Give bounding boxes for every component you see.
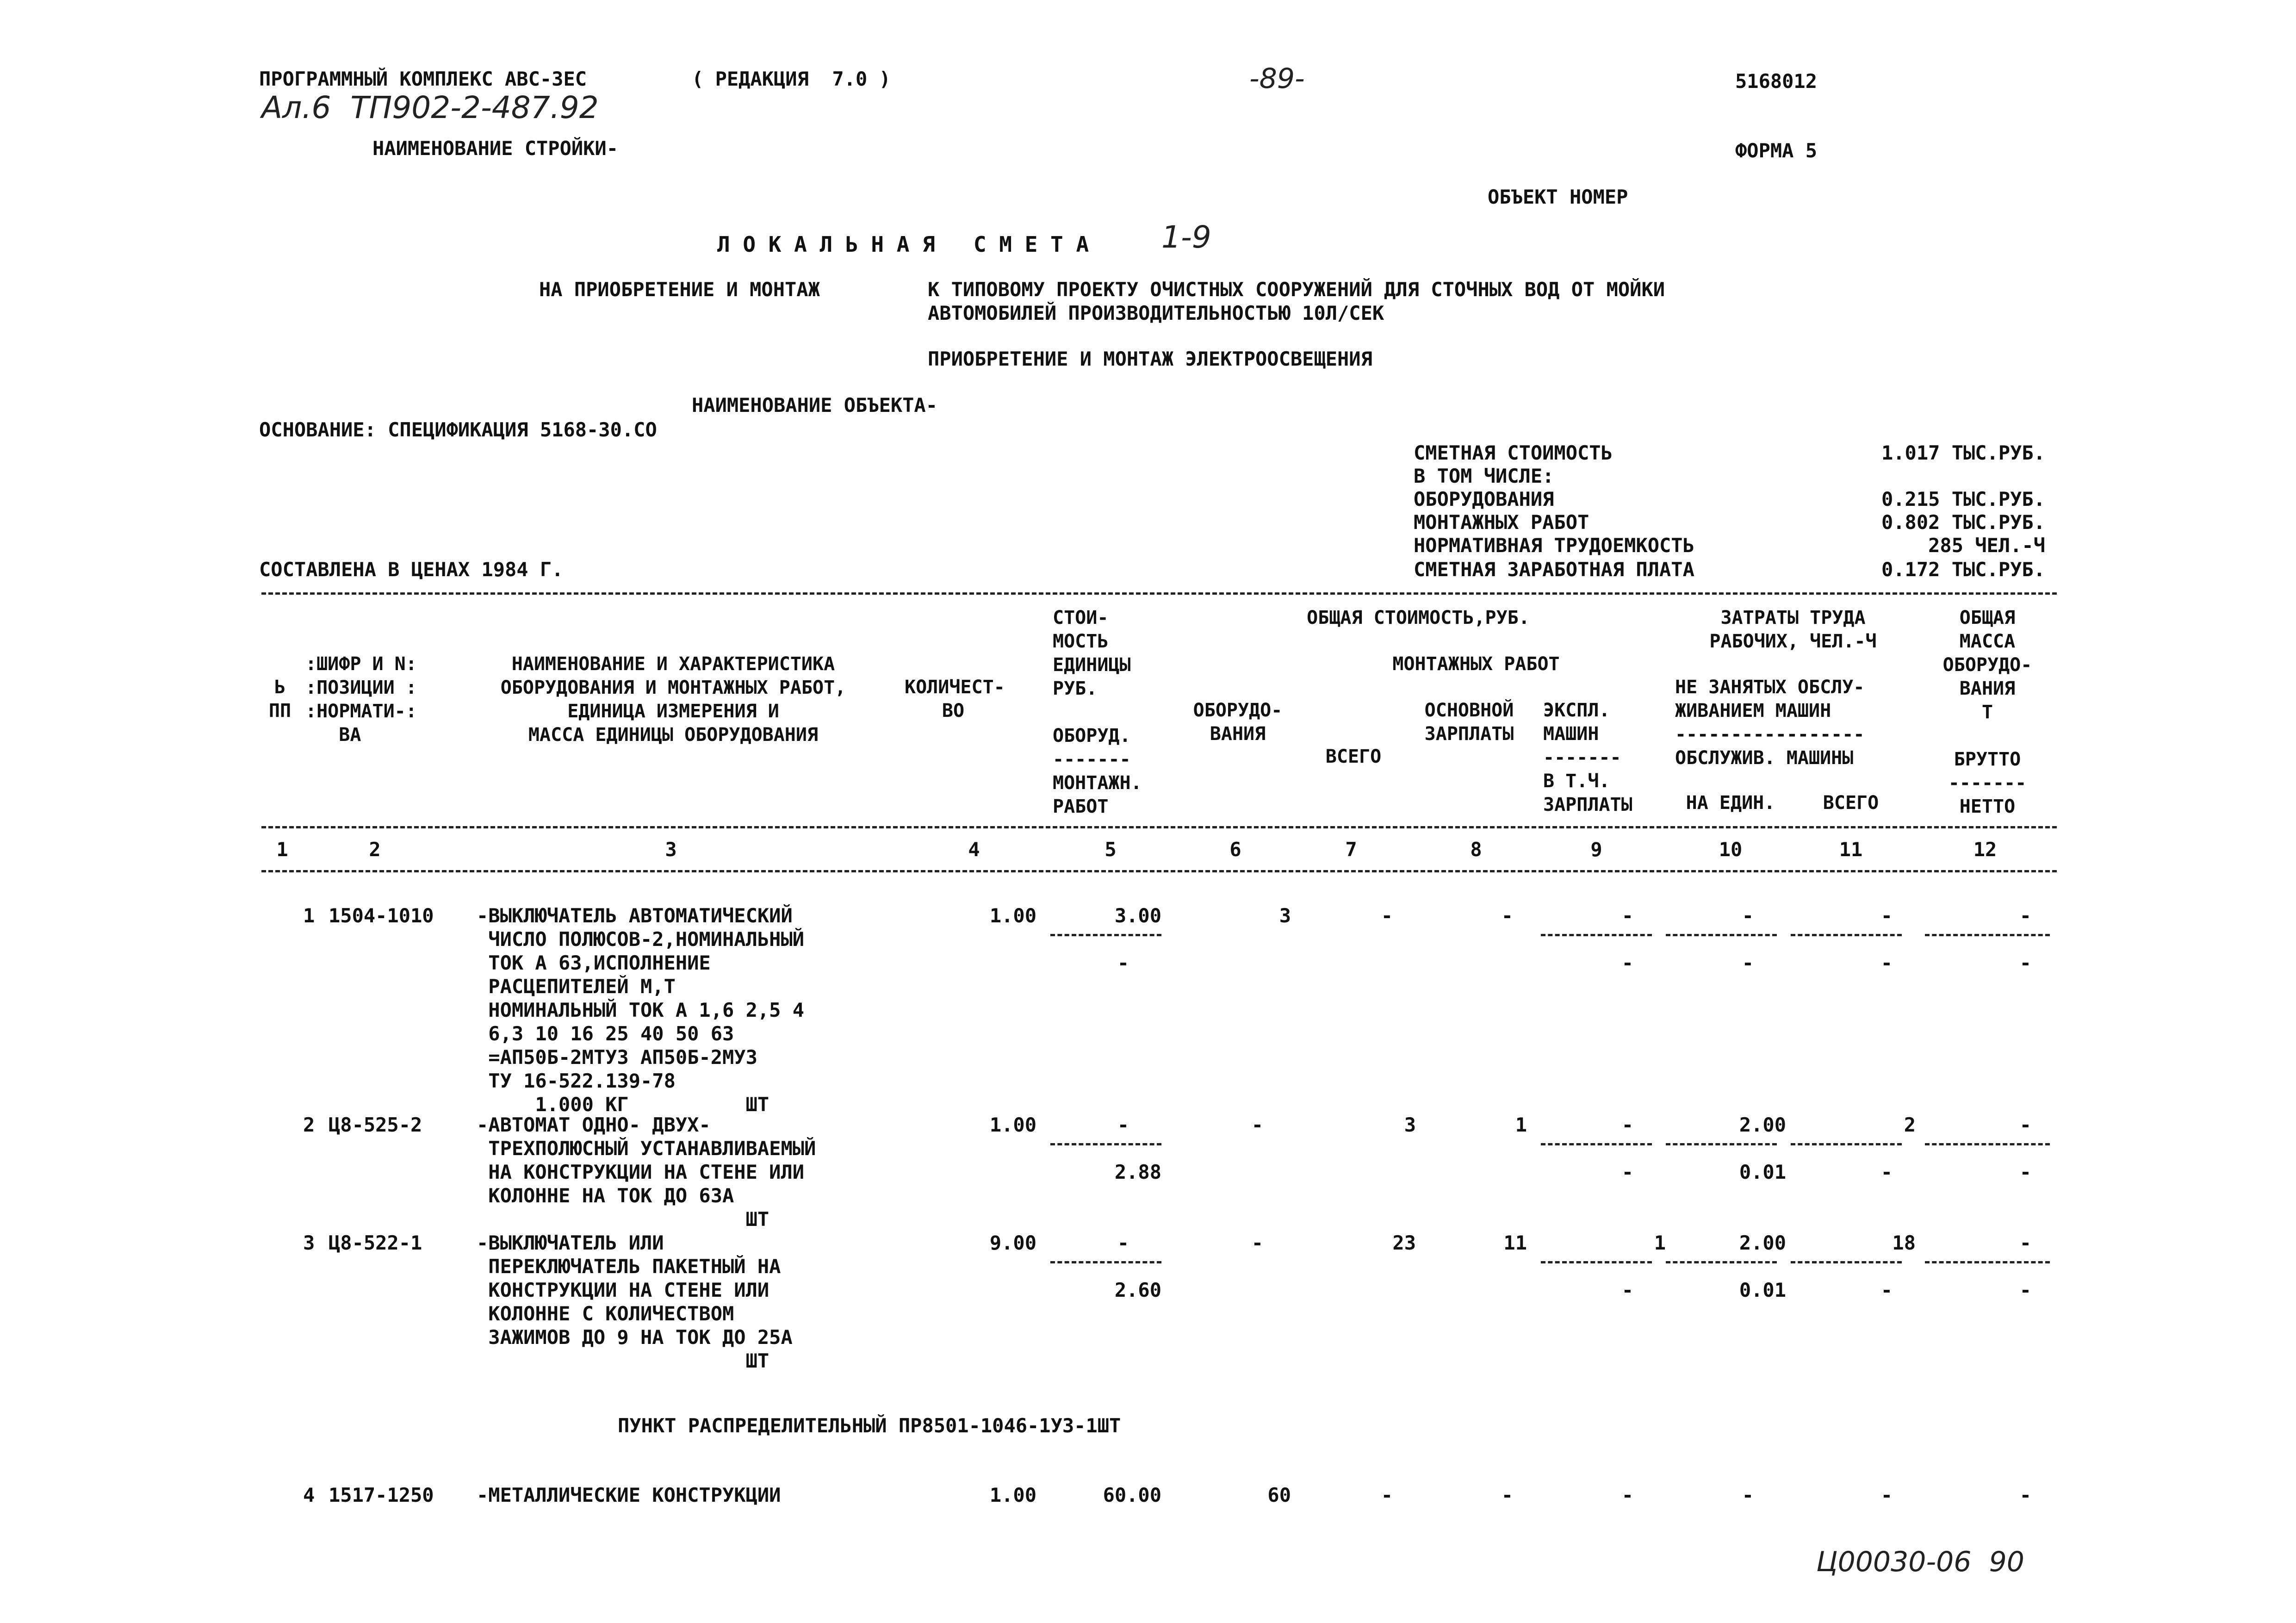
handwritten-reference: Ал.6 ТП902-2-487.92 (261, 90, 599, 125)
row-machine-cost: - (1621, 904, 1633, 927)
edition-label: ( РЕДАКЦИЯ 7.0 ) (692, 68, 891, 90)
column-number: 8 (1470, 838, 1482, 861)
row-labor-total: - (1880, 1484, 1893, 1506)
row-labor-per-unit: 2.00 (1739, 1113, 1786, 1136)
row-machine-labor-per-unit: - (1742, 951, 1754, 974)
row-base-salary: 11 (1503, 1231, 1527, 1254)
object-name-label: НАИМЕНОВАНИЕ ОБЪЕКТА- (692, 394, 938, 417)
summary-value: 0.215 ТЫС.РУБ. (1881, 488, 2045, 510)
row-quantity: 1.00 (989, 1113, 1036, 1136)
row-labor-total: 18 (1892, 1231, 1916, 1254)
column-number: 11 (1839, 838, 1863, 861)
column-number: 9 (1590, 838, 1602, 861)
row-machine-labor-per-unit: 0.01 (1739, 1161, 1786, 1183)
header-code: :ШИФР И N: :ПОЗИЦИИ : :НОРМАТИ-: ВА (305, 653, 417, 746)
row-base-salary: - (1501, 904, 1513, 927)
column-number: 12 (1973, 838, 1997, 861)
summary-value: 1.017 ТЫС.РУБ. (1881, 442, 2045, 464)
summary-label: В ТОМ ЧИСЛЕ: (1414, 465, 1554, 487)
summary-label: СМЕТНАЯ СТОИМОСТЬ (1414, 442, 1613, 464)
header-equipment-cost: ОБОРУДО- ВАНИЯ (1193, 700, 1283, 745)
construction-name-label: НАИМЕНОВАНИЕ СТРОЙКИ- (372, 137, 619, 160)
row-machine-salary: - (1621, 1279, 1633, 1301)
column-numbers-rule (261, 870, 2057, 872)
row-machine-labor-total: - (1880, 951, 1893, 974)
column-number: 3 (665, 838, 677, 861)
header-description: НАИМЕНОВАНИЕ И ХАРАКТЕРИСТИКА ОБОРУДОВАНИЯ И МОНТАЖНЫХ РАБОТ, ЕДИНИЦА ИЗМЕРЕНИЯ И МАССА ЕДИНИЦЫ ОБОРУДОВАНИЯ (500, 653, 846, 746)
column-number: 10 (1719, 838, 1743, 861)
column-number: 5 (1105, 838, 1117, 861)
row-quantity: 1.00 (989, 904, 1036, 927)
column-number: 1 (276, 838, 288, 861)
purpose-label: НА ПРИОБРЕТЕНИЕ И МОНТАЖ (539, 278, 820, 301)
header-labor-subgroup: НЕ ЗАНЯТЫХ ОБСЛУ- ЖИВАНИЕМ МАШИН ----------------- ОБСЛУЖИВ. МАШИНЫ (1675, 677, 1865, 769)
header-labor-group: ЗАТРАТЫ ТРУДА РАБОЧИХ, ЧЕЛ.-Ч (1709, 607, 1877, 652)
header-bottom-rule (261, 826, 2057, 828)
cell-divider (1791, 1143, 1902, 1145)
cell-divider (1791, 1261, 1902, 1263)
header-base-salary: ОСНОВНОЙ ЗАРПЛАТЫ (1424, 700, 1514, 745)
cell-divider (1666, 1261, 1777, 1263)
subject-line: ПРИОБРЕТЕНИЕ И МОНТАЖ ЭЛЕКТРООСВЕЩЕНИЯ (928, 348, 1372, 370)
row-labor-per-unit: 2.00 (1739, 1231, 1786, 1254)
cell-divider (1925, 934, 2050, 936)
row-quantity: 9.00 (989, 1231, 1036, 1254)
row-mass-gross: - (2019, 1231, 2031, 1254)
header-per-unit: НА ЕДИН. (1686, 792, 1775, 814)
object-number-label: ОБЪЕКТ НОМЕР (1488, 186, 1628, 208)
row-code: Ц8-522-1 (329, 1231, 422, 1254)
row-equipment-cost: 3 (1279, 904, 1291, 927)
summary-value: 0.802 ТЫС.РУБ. (1881, 511, 2045, 534)
handwritten-estimate-number: 1-9 (1161, 219, 1211, 255)
cell-divider (1666, 934, 1777, 936)
document-title: Л О К А Л Ь Н А Я С М Е Т А (717, 232, 1089, 257)
header-quantity: КОЛИЧЕСТ- ВО (905, 677, 1005, 721)
row-mass-gross: - (2019, 904, 2031, 927)
row-machine-labor-total: - (1880, 1279, 1893, 1301)
handwritten-footer-code: Ц00030-06 90 (1816, 1546, 2024, 1578)
row-description: -ВЫКЛЮЧАТЕЛЬ АВТОМАТИЧЕСКИЙ ЧИСЛО ПОЛЮСОВ-2,НОМИНАЛЬНЫЙ ТОК А 63,ИСПОЛНЕНИЕ РАСЦЕПИТЕЛЕЙ М,Т НОМИНАЛЬНЫЙ ТОК А 1,6 2,5 4 6,3 10 16 25 40 50 63 =АП50Б-2МТУ3 АП50Б-2МУ3 ТУ 16-522.139-78 1.000 КГ ШТ (477, 904, 805, 1116)
row-unit-equipment-cost: - (1117, 1231, 1129, 1254)
prices-line: СОСТАВЛЕНА В ЦЕНАХ 1984 Г. (259, 558, 564, 581)
header-mass: ОБЩАЯ МАССА ОБОРУДО- ВАНИЯ Т БРУТТО ------- НЕТТО (1942, 607, 2032, 817)
row-number: 1 (303, 904, 315, 927)
section-title: ПУНКТ РАСПРЕДЕЛИТЕЛЬНЫЙ ПР8501-1046-1У3-1ШТ (618, 1414, 1121, 1437)
summary-label: НОРМАТИВНАЯ ТРУДОЕМКОСТЬ (1414, 534, 1694, 557)
row-base-salary: - (1501, 1484, 1513, 1506)
row-description: -АВТОМАТ ОДНО- ДВУХ- ТРЕХПОЛЮСНЫЙ УСТАНАВЛИВАЕМЫЙ НА КОНСТРУКЦИИ НА СТЕНЕ ИЛИ КОЛОННЕ НА ТОК ДО 63А ШТ (477, 1113, 816, 1231)
header-total: ВСЕГО (1325, 746, 1382, 767)
row-number: 2 (303, 1113, 315, 1136)
row-total: 3 (1404, 1113, 1416, 1136)
row-mass-gross: - (2019, 1113, 2031, 1136)
row-total: - (1381, 1484, 1393, 1506)
row-unit-mounting-cost: 2.88 (1114, 1161, 1161, 1183)
row-quantity: 1.00 (989, 1484, 1036, 1506)
row-machine-salary: - (1621, 1161, 1633, 1183)
row-code: Ц8-525-2 (329, 1113, 422, 1136)
row-unit-equipment-cost: 3.00 (1114, 904, 1161, 927)
column-number: 6 (1229, 838, 1241, 861)
summary-label: ОБОРУДОВАНИЯ (1414, 488, 1554, 510)
header-labor-total: ВСЕГО (1823, 792, 1879, 814)
table-top-rule (261, 592, 2057, 595)
row-labor-total: 2 (1904, 1113, 1916, 1136)
row-code: 1517-1250 (329, 1484, 434, 1506)
summary-value: 285 ЧЕЛ.-Ч (1928, 534, 2045, 557)
row-mass-net: - (2019, 951, 2031, 974)
summary-label: СМЕТНАЯ ЗАРАБОТНАЯ ПЛАТА (1414, 558, 1694, 581)
header-total-cost-group: ОБЩАЯ СТОИМОСТЬ,РУБ. (1307, 607, 1530, 628)
summary-label: МОНТАЖНЫХ РАБОТ (1414, 511, 1589, 534)
column-number: 4 (968, 838, 980, 861)
header-unit-cost: СТОИ- МОСТЬ ЕДИНИЦЫ РУБ. ОБОРУД. ------- МОНТАЖН. РАБОТ (1053, 607, 1142, 817)
row-unit-equipment-cost: - (1117, 1113, 1129, 1136)
cell-divider (1925, 1261, 2050, 1263)
row-machine-salary: - (1621, 951, 1633, 974)
cell-divider (1050, 934, 1161, 936)
row-equipment-cost: 60 (1267, 1484, 1291, 1506)
header-row-number: Ь ПП (268, 677, 292, 721)
row-labor-per-unit: - (1742, 1484, 1754, 1506)
cell-divider (1791, 934, 1902, 936)
row-machine-cost: - (1621, 1484, 1633, 1506)
program-name: ПРОГРАММНЫЙ КОМПЛЕКС АВС-3ЕС (259, 68, 587, 90)
column-number: 2 (369, 838, 381, 861)
row-unit-mounting-cost: - (1117, 951, 1129, 974)
row-machine-labor-total: - (1880, 1161, 1893, 1183)
header-mounting-group: МОНТАЖНЫХ РАБОТ (1392, 653, 1560, 675)
summary-value: 0.172 ТЫС.РУБ. (1881, 558, 2045, 581)
row-machine-labor-per-unit: 0.01 (1739, 1279, 1786, 1301)
row-description: -ВЫКЛЮЧАТЕЛЬ ИЛИ ПЕРЕКЛЮЧАТЕЛЬ ПАКЕТНЫЙ НА КОНСТРУКЦИИ НА СТЕНЕ ИЛИ КОЛОННЕ С КОЛИЧЕСТВОМ ЗАЖИМОВ ДО 9 НА ТОК ДО 25А ШТ (477, 1231, 793, 1372)
row-mass-gross: - (2019, 1484, 2031, 1506)
row-unit-equipment-cost: 60.00 (1103, 1484, 1161, 1506)
row-number: 4 (303, 1484, 315, 1506)
row-total: - (1381, 904, 1393, 927)
row-labor-total: - (1880, 904, 1893, 927)
row-machine-cost: 1 (1654, 1231, 1666, 1254)
cell-divider (1925, 1143, 2050, 1145)
cell-divider (1541, 1143, 1652, 1145)
row-code: 1504-1010 (329, 904, 434, 927)
cell-divider (1541, 934, 1652, 936)
row-equipment-cost: - (1251, 1113, 1263, 1136)
cell-divider (1050, 1261, 1161, 1263)
project-line-1: К ТИПОВОМУ ПРОЕКТУ ОЧИСТНЫХ СООРУЖЕНИЙ ДЛЯ СТОЧНЫХ ВОД ОТ МОЙКИ (928, 278, 1665, 301)
row-machine-cost: - (1621, 1113, 1633, 1136)
cell-divider (1541, 1261, 1652, 1263)
row-number: 3 (303, 1231, 315, 1254)
row-labor-per-unit: - (1742, 904, 1754, 927)
document-code: 5168012 (1735, 70, 1818, 93)
cell-divider (1050, 1143, 1161, 1145)
row-unit-mounting-cost: 2.60 (1114, 1279, 1161, 1301)
row-mass-net: - (2019, 1279, 2031, 1301)
handwritten-page-number: -89- (1249, 62, 1305, 95)
row-description: -МЕТАЛЛИЧЕСКИЕ КОНСТРУКЦИИ (477, 1484, 781, 1506)
column-number: 7 (1345, 838, 1357, 861)
basis-line: ОСНОВАНИЕ: СПЕЦИФИКАЦИЯ 5168-30.СО (259, 418, 657, 441)
cell-divider (1666, 1143, 1777, 1145)
project-line-2: АВТОМОБИЛЕЙ ПРОИЗВОДИТЕЛЬНОСТЬЮ 10Л/СЕК (928, 302, 1384, 324)
form-label: ФОРМА 5 (1735, 139, 1818, 162)
row-total: 23 (1392, 1231, 1416, 1254)
row-base-salary: 1 (1515, 1113, 1527, 1136)
row-equipment-cost: - (1251, 1231, 1263, 1254)
row-mass-net: - (2019, 1161, 2031, 1183)
header-machine-operation: ЭКСПЛ. МАШИН ------- В Т.Ч. ЗАРПЛАТЫ (1543, 700, 1632, 815)
